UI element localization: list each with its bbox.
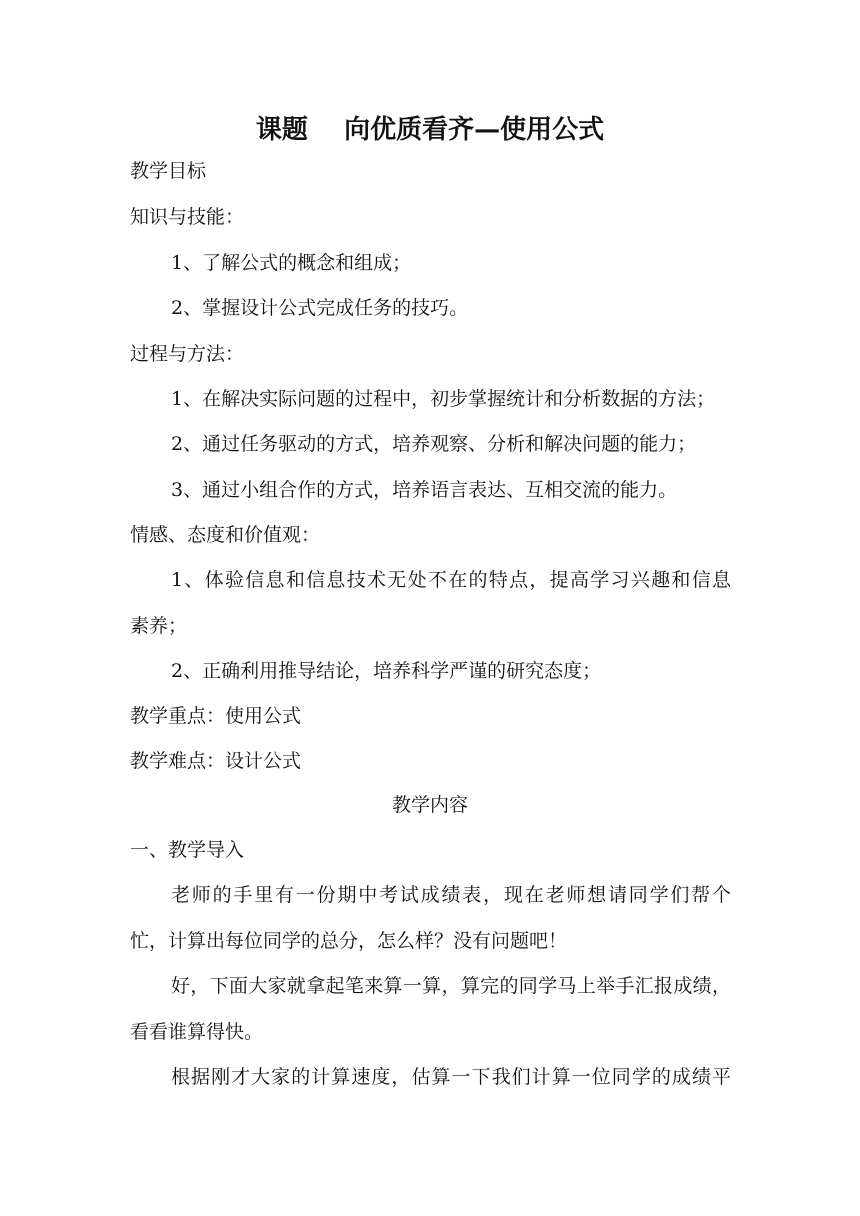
process-item-2: 2、通过任务驱动的方式，培养观察、分析和解决问题的能力； bbox=[171, 433, 697, 455]
emotion-item-1-line-2: 素养； bbox=[130, 615, 188, 637]
knowledge-item-2: 2、掌握设计公式完成任务的技巧。 bbox=[171, 297, 469, 319]
difficult-point: 教学难点：设计公式 bbox=[130, 750, 302, 772]
document-title: 课题 向优质看齐—使用公式 bbox=[255, 115, 605, 145]
key-point: 教学重点：使用公式 bbox=[130, 705, 302, 727]
intro-para-2-line-1: 好，下面大家就拿起笔来算一算，算完的同学马上举手汇报成绩， bbox=[171, 975, 731, 997]
emotion-item-2: 2、正确利用推导结论，培养科学严谨的研究态度； bbox=[171, 660, 602, 682]
emotion-heading: 情感、态度和价值观： bbox=[130, 524, 321, 546]
intro-para-1-line-1: 老师的手里有一份期中考试成绩表，现在老师想请同学们帮个 bbox=[171, 884, 731, 906]
process-item-3: 3、通过小组合作的方式，培养语言表达、互相交流的能力。 bbox=[171, 479, 678, 501]
knowledge-item-1: 1、了解公式的概念和组成； bbox=[171, 252, 412, 274]
process-heading: 过程与方法： bbox=[130, 343, 245, 365]
intro-para-1-line-2: 忙，计算出每位同学的总分，怎么样？没有问题吧！ bbox=[130, 930, 568, 952]
knowledge-heading: 知识与技能： bbox=[130, 206, 245, 228]
emotion-item-1-line-1: 1、体验信息和信息技术无处不在的特点，提高学习兴趣和信息 bbox=[171, 569, 731, 591]
objectives-heading: 教学目标 bbox=[130, 160, 207, 182]
intro-para-3-line-1: 根据刚才大家的计算速度，估算一下我们计算一位同学的成绩平 bbox=[171, 1066, 731, 1088]
intro-para-2-line-2: 看看谁算得快。 bbox=[130, 1021, 264, 1043]
intro-heading: 一、教学导入 bbox=[130, 839, 245, 861]
content-heading: 教学内容 bbox=[391, 794, 468, 816]
process-item-1: 1、在解决实际问题的过程中，初步掌握统计和分析数据的方法； bbox=[171, 388, 716, 410]
